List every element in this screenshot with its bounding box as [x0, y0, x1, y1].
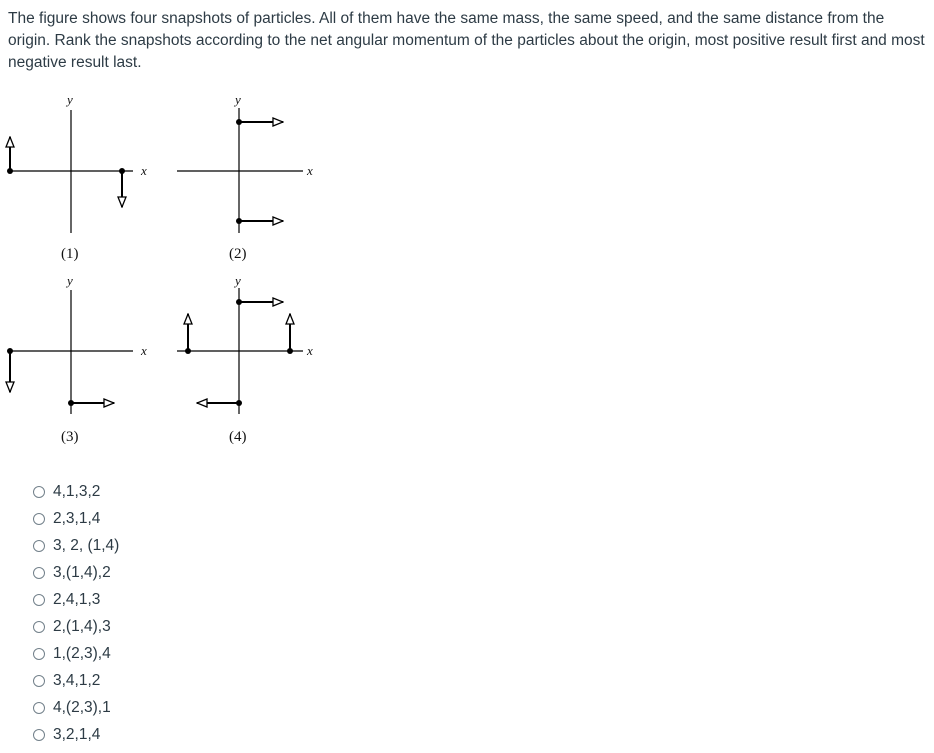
- panel-4-particle-left: [185, 314, 191, 354]
- answer-option-label: 3, 2, (1,4): [53, 536, 120, 554]
- particle-snapshots-figure: [0, 88, 340, 458]
- figure-svg: [0, 88, 340, 458]
- answer-option-1[interactable]: [33, 478, 119, 505]
- radio-button[interactable]: [33, 513, 45, 525]
- answer-option-6[interactable]: [33, 613, 119, 640]
- answer-option-label: 4,1,3,2: [53, 482, 101, 500]
- panel-1-y-label: y: [67, 92, 73, 107]
- panel-3-particle-left: [7, 348, 13, 392]
- answer-option-3[interactable]: [33, 532, 119, 559]
- radio-button[interactable]: [33, 675, 45, 687]
- radio-button[interactable]: [33, 702, 45, 714]
- radio-button[interactable]: [33, 621, 45, 633]
- panel-4-particle-bottom: [197, 400, 242, 406]
- panel-2-particle-top: [236, 119, 283, 125]
- radio-button[interactable]: [33, 594, 45, 606]
- answer-option-label: 3,2,1,4: [53, 725, 101, 743]
- radio-button[interactable]: [33, 567, 45, 579]
- panel-1-particle-left: [7, 137, 13, 174]
- panel-2-particle-bottom: [236, 218, 283, 224]
- radio-button[interactable]: [33, 486, 45, 498]
- answer-option-label: 3,(1,4),2: [53, 563, 111, 581]
- radio-button[interactable]: [33, 648, 45, 660]
- panel-1: [7, 92, 147, 262]
- answer-option-2[interactable]: [33, 505, 119, 532]
- answer-option-label: 4,(2,3),1: [53, 698, 111, 716]
- answer-option-10[interactable]: [33, 721, 119, 748]
- answer-option-label: 2,3,1,4: [53, 509, 101, 527]
- panel-4-particle-right: [287, 314, 293, 354]
- question-text: The figure shows four snapshots of particles. All of them have the same mass, the same speed, and the same distance from the origin. Rank the snapshots according to the net angular momentum of the particles about the origin, most positive result first and most negative result last.: [8, 10, 925, 71]
- answer-option-8[interactable]: [33, 667, 119, 694]
- panel-3-y-label: y: [67, 273, 73, 288]
- panel-1-particle-right: [119, 168, 125, 207]
- panel-2-x-label: x: [307, 163, 313, 178]
- panel-2-label: (2): [229, 246, 247, 262]
- answer-option-5[interactable]: [33, 586, 119, 613]
- panel-3-particle-bottom: [68, 400, 114, 406]
- panel-3: [7, 273, 147, 445]
- answer-options: [33, 478, 119, 748]
- panel-4-y-label: y: [235, 273, 241, 288]
- panel-4-particle-top: [236, 299, 283, 305]
- answer-option-label: 3,4,1,2: [53, 671, 101, 689]
- panel-1-label: (1): [61, 246, 79, 262]
- answer-option-label: 2,(1,4),3: [53, 617, 111, 635]
- panel-4: [177, 273, 313, 445]
- panel-3-label: (3): [61, 429, 79, 445]
- panel-4-label: (4): [229, 429, 247, 445]
- panel-3-x-label: x: [141, 343, 147, 358]
- answer-option-4[interactable]: [33, 559, 119, 586]
- panel-2-y-label: y: [235, 92, 241, 107]
- panel-2: [177, 92, 313, 262]
- answer-option-7[interactable]: [33, 640, 119, 667]
- panel-4-x-label: x: [307, 343, 313, 358]
- panel-1-x-label: x: [141, 163, 147, 178]
- radio-button[interactable]: [33, 729, 45, 741]
- radio-button[interactable]: [33, 540, 45, 552]
- answer-option-label: 1,(2,3),4: [53, 644, 111, 662]
- answer-option-label: 2,4,1,3: [53, 590, 101, 608]
- answer-option-9[interactable]: [33, 694, 119, 721]
